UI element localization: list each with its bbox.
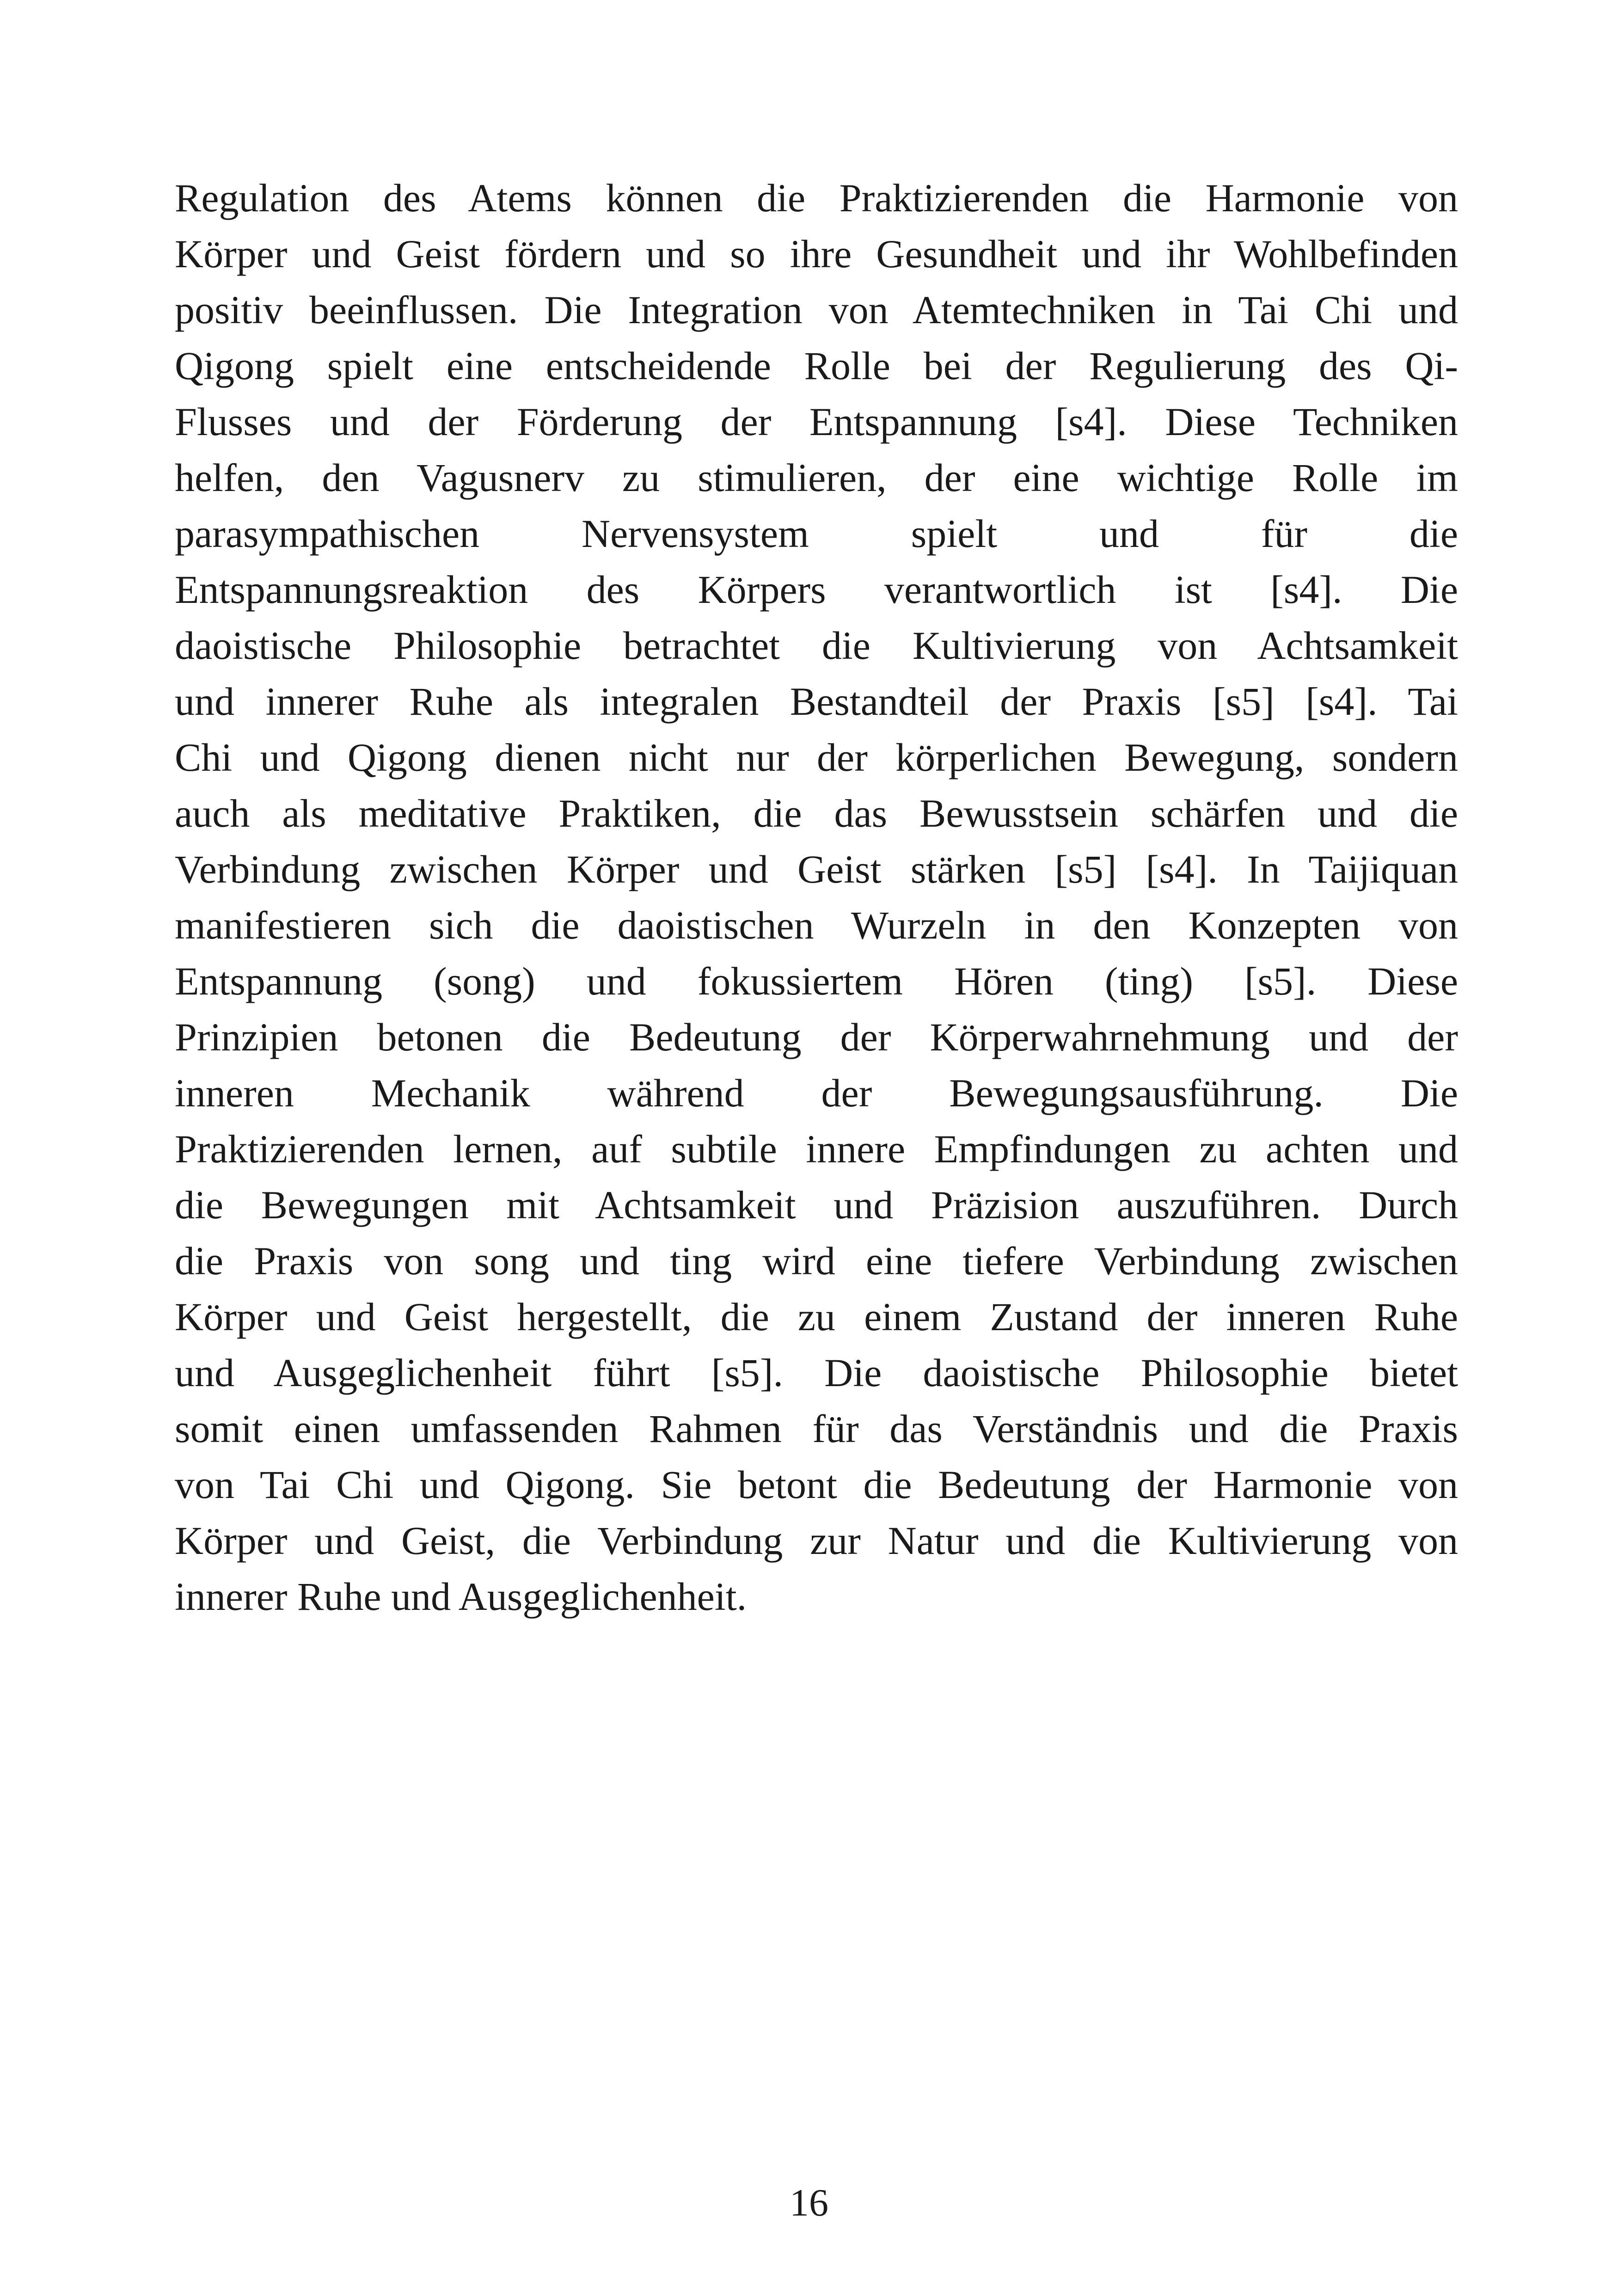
text-line: somit einen umfassenden Rahmen für das Verständnis und die Praxis	[175, 1406, 1458, 1451]
text-line: Entspannungsreaktion des Körpers verantwortlich ist [s4]. Die	[175, 567, 1458, 612]
text-line: von Tai Chi und Qigong. Sie betont die Bedeutung der Harmonie von	[175, 1462, 1458, 1507]
text-line: helfen, den Vagusnerv zu stimulieren, der eine wichtige Rolle im	[175, 455, 1458, 500]
text-line: Entspannung (song) und fokussiertem Hören (ting) [s5]. Diese	[175, 959, 1458, 1003]
body-paragraph	[175, 170, 1458, 1625]
text-line: Körper und Geist fördern und so ihre Gesundheit und ihr Wohlbefinden	[175, 232, 1458, 276]
text-line: inneren Mechanik während der Bewegungsausführung. Die	[175, 1071, 1458, 1115]
text-line: Praktizierenden lernen, auf subtile innere Empfindungen zu achten und	[175, 1127, 1458, 1171]
text-line: Regulation des Atems können die Praktizierenden die Harmonie von	[175, 176, 1458, 220]
text-line: auch als meditative Praktiken, die das Bewusstsein schärfen und die	[175, 791, 1458, 835]
text-line: Verbindung zwischen Körper und Geist stärken [s5] [s4]. In Taijiquan	[175, 847, 1458, 891]
text-line: Chi und Qigong dienen nicht nur der körperlichen Bewegung, sondern	[175, 735, 1458, 780]
text-line: und innerer Ruhe als integralen Bestandteil der Praxis [s5] [s4]. Tai	[175, 679, 1458, 724]
text-line: die Bewegungen mit Achtsamkeit und Präzision auszuführen. Durch	[175, 1183, 1458, 1227]
text-line: innerer Ruhe und Ausgeglichenheit.	[175, 1574, 747, 1619]
text-line: positiv beeinflussen. Die Integration von Atemtechniken in Tai Chi und	[175, 288, 1458, 332]
text-line: Körper und Geist, die Verbindung zur Natur und die Kultivierung von	[175, 1518, 1458, 1563]
text-line: und Ausgeglichenheit führt [s5]. Die daoistische Philosophie bietet	[175, 1351, 1458, 1395]
text-line: Körper und Geist hergestellt, die zu einem Zustand der inneren Ruhe	[175, 1295, 1458, 1339]
text-line: Prinzipien betonen die Bedeutung der Körperwahrnehmung und der	[175, 1015, 1458, 1059]
text-line: Qigong spielt eine entscheidende Rolle bei der Regulierung des Qi-	[175, 344, 1458, 388]
page-number: 16	[790, 2181, 828, 2224]
text-line: manifestieren sich die daoistischen Wurzeln in den Konzepten von	[175, 903, 1458, 947]
text-line: Flusses und der Förderung der Entspannung [s4]. Diese Techniken	[175, 399, 1458, 444]
text-line: die Praxis von song und ting wird eine tiefere Verbindung zwischen	[175, 1239, 1458, 1283]
text-line: parasympathischen Nervensystem spielt und für die	[175, 511, 1458, 556]
text-line: daoistische Philosophie betrachtet die Kultivierung von Achtsamkeit	[175, 623, 1458, 668]
